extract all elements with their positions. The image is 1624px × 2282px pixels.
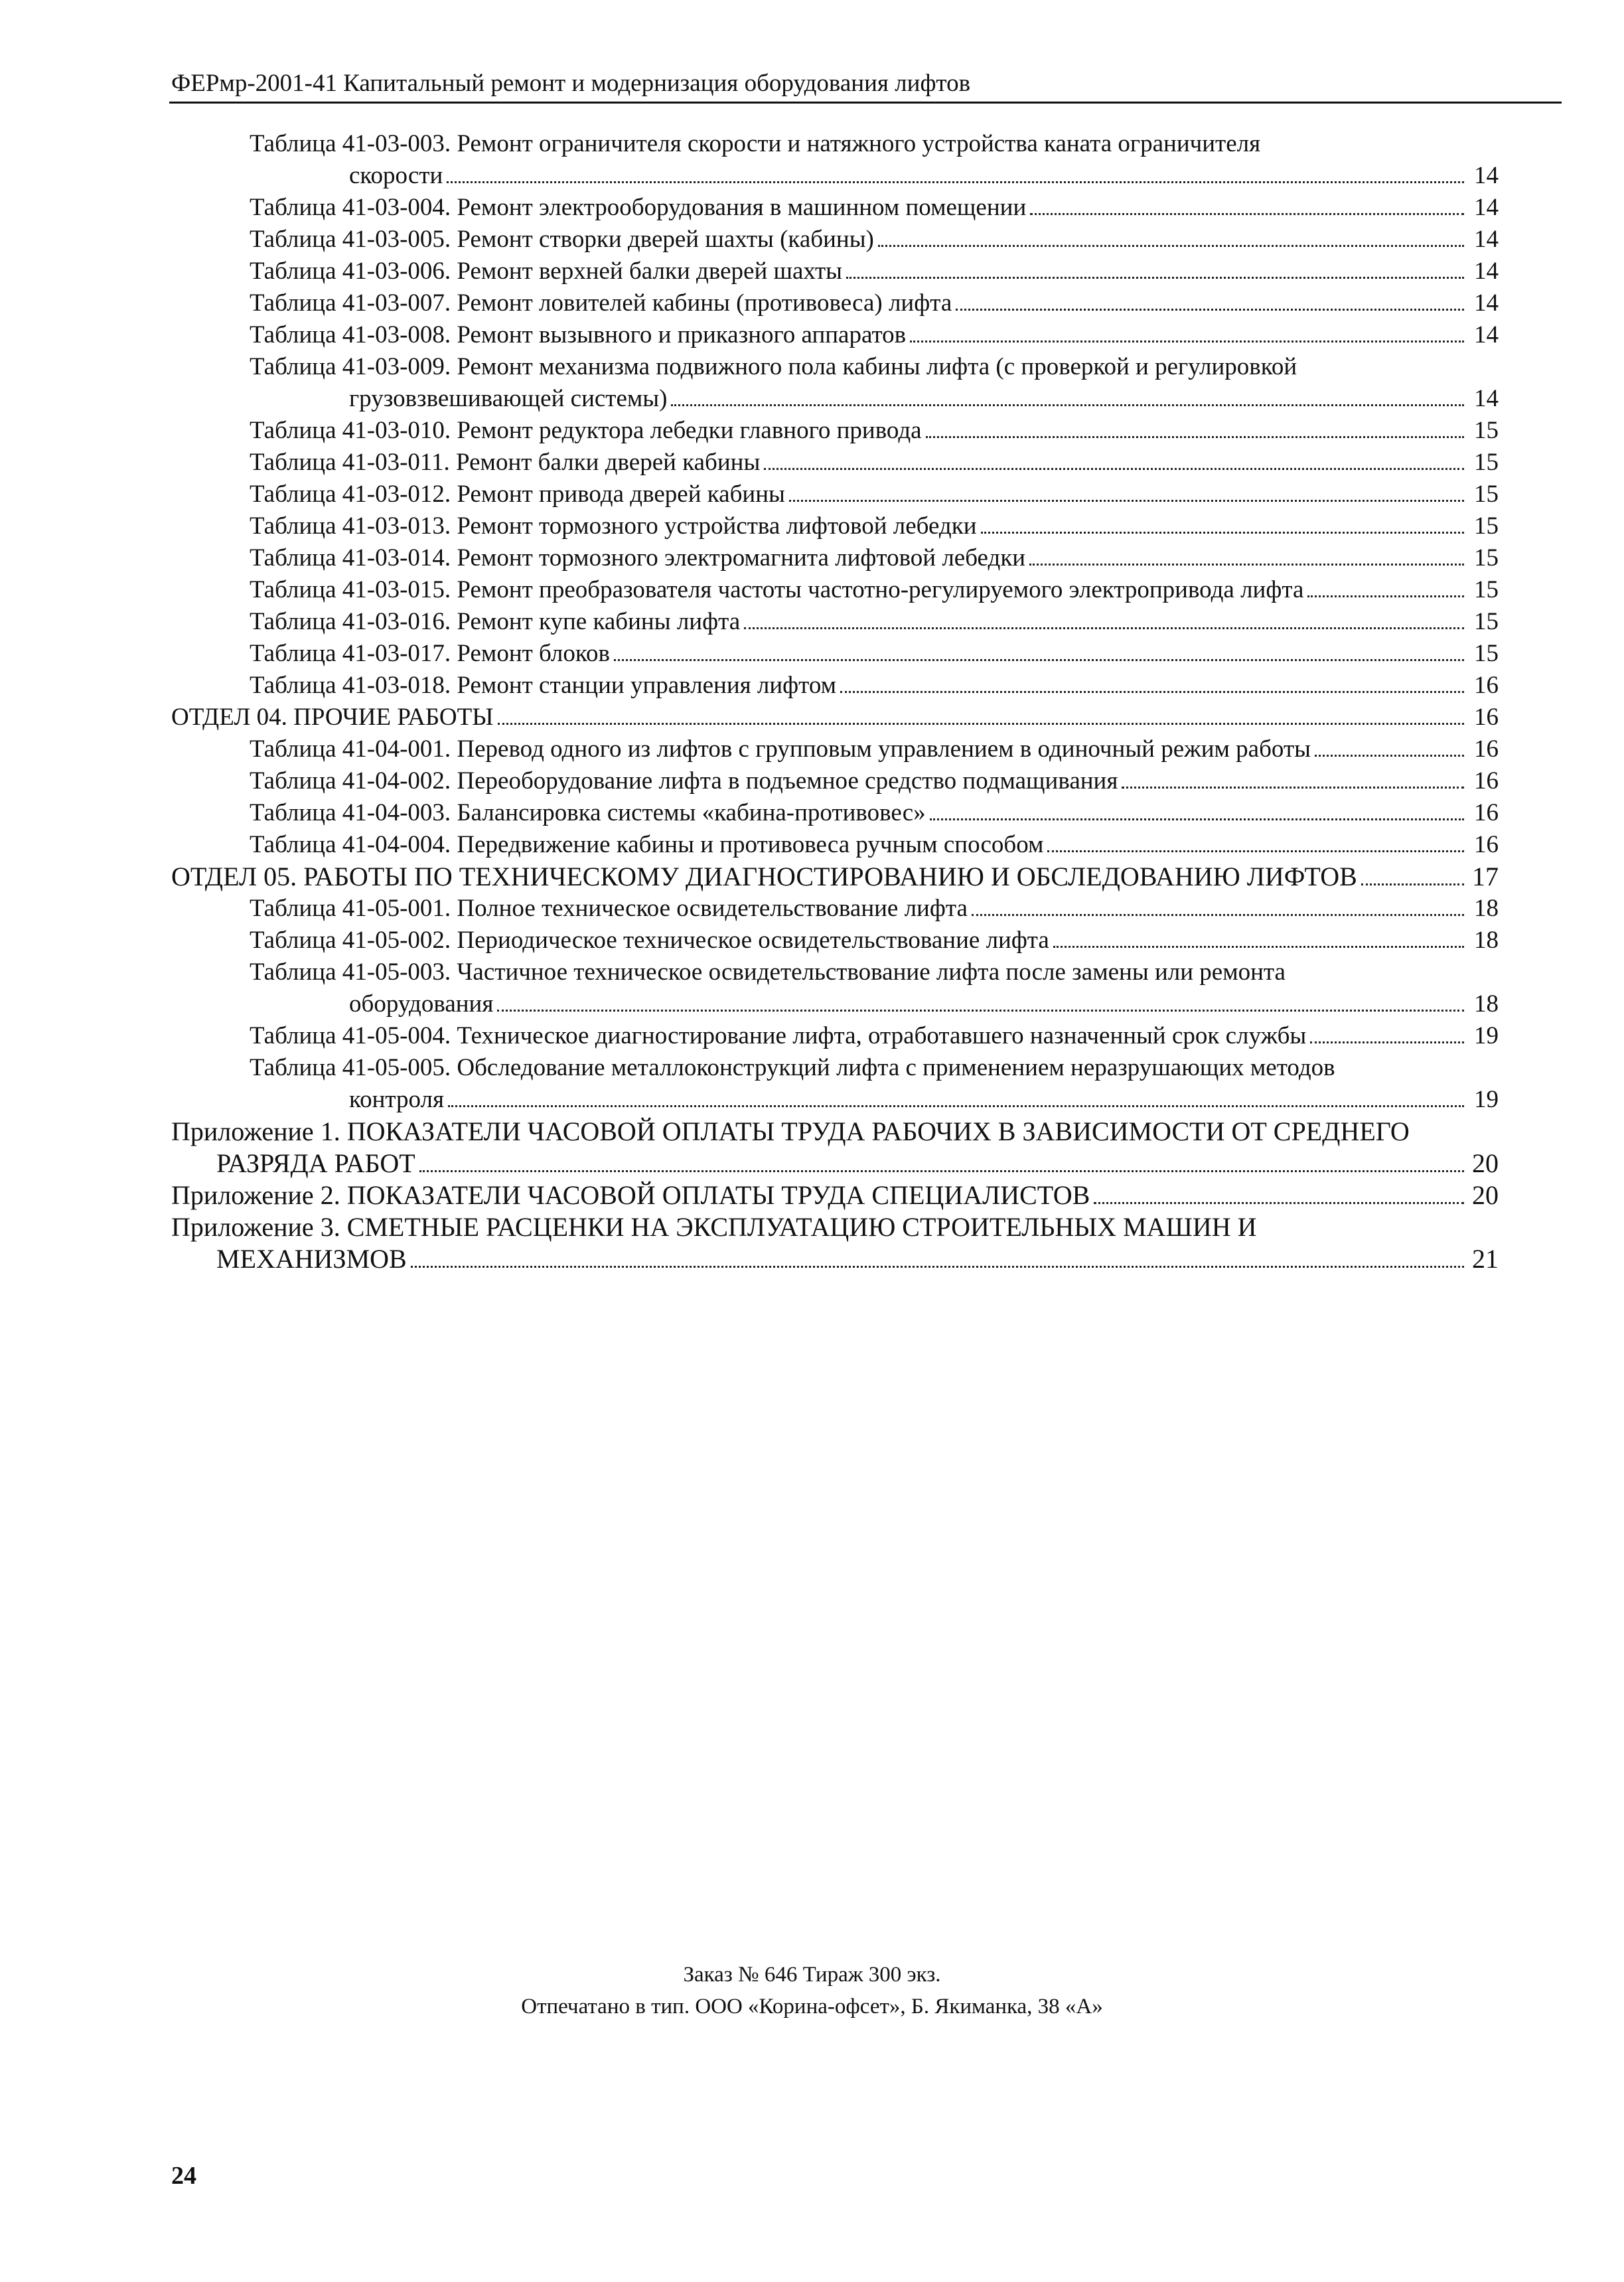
toc-entry [171, 1052, 1499, 1084]
toc-entry [171, 1179, 1499, 1211]
toc-entry-title: РАЗРЯДА РАБОТ [216, 1148, 415, 1178]
table-of-contents [171, 128, 1499, 1275]
toc-entry [171, 829, 1499, 861]
toc-dot-leader [448, 1105, 1464, 1107]
toc-entry [171, 893, 1499, 925]
toc-entry-page: 14 [1474, 258, 1499, 285]
toc-entry-page: 14 [1474, 194, 1499, 221]
toc-entry-title: Таблица 41-03-013. Ремонт тормозного устройства лифтовой лебедки [250, 512, 977, 540]
toc-entry-page: 16 [1474, 735, 1499, 763]
toc-entry-page: 18 [1474, 990, 1499, 1018]
toc-dot-leader [1122, 787, 1464, 789]
toc-entry-page: 21 [1472, 1244, 1499, 1274]
toc-entry-page: 14 [1474, 226, 1499, 253]
toc-dot-leader [1029, 564, 1464, 566]
printer-imprint: Отпечатано в тип. ООО «Корина-офсет», Б. Якиманка, 38 «А» [521, 1995, 1103, 2018]
toc-entry-continuation [171, 988, 1499, 1020]
toc-entry-page: 17 [1472, 862, 1499, 891]
toc-entry-title: Таблица 41-03-006. Ремонт верхней балки дверей шахты [250, 258, 843, 285]
page-number: 24 [171, 2162, 196, 2190]
toc-entry-page: 15 [1474, 640, 1499, 667]
toc-entry-title: Таблица 41-03-007. Ремонт ловителей кабины (противовеса) лифта [250, 289, 952, 317]
toc-entry-title: скорости [349, 162, 443, 189]
toc-entry-title: Таблица 41-04-003. Балансировка системы «кабина-противовес» [250, 799, 926, 826]
toc-entry [171, 415, 1499, 447]
toc-dot-leader [930, 818, 1464, 820]
toc-dot-leader [419, 1170, 1464, 1172]
toc-entry [171, 638, 1499, 670]
toc-entry-page: 20 [1472, 1180, 1499, 1210]
toc-dot-leader [981, 532, 1464, 534]
toc-dot-leader [447, 181, 1464, 183]
toc-entry-page: 14 [1474, 162, 1499, 189]
toc-entry-continuation [171, 160, 1499, 192]
toc-dot-leader [840, 691, 1464, 693]
toc-entry [171, 542, 1499, 574]
toc-dot-leader [1315, 755, 1464, 757]
toc-entry-title: Таблица 41-03-009. Ремонт механизма подвижного пола кабины лифта (с проверкой и регулировкой [250, 353, 1297, 380]
toc-entry [171, 574, 1499, 606]
toc-entry-title: Таблица 41-05-003. Частичное техническое освидетельствование лифта после замены или ремонта [250, 958, 1286, 986]
toc-entry-page: 15 [1474, 512, 1499, 540]
toc-entry [171, 1211, 1499, 1243]
toc-entry [171, 128, 1499, 160]
toc-dot-leader [878, 245, 1464, 247]
toc-entry-page: 14 [1474, 321, 1499, 348]
toc-entry-title: Таблица 41-03-015. Ремонт преобразователя частоты частотно-регулируемого электропривода лифта [250, 576, 1304, 603]
toc-entry-title: Таблица 41-04-001. Перевод одного из лифтов с групповым управлением в одиночный режим работы [250, 735, 1311, 763]
toc-entry-title: Таблица 41-03-018. Ремонт станции управления лифтом [250, 672, 837, 699]
toc-entry-title: контроля [349, 1086, 445, 1113]
toc-dot-leader [497, 1010, 1464, 1012]
toc-entry-page: 15 [1474, 608, 1499, 635]
toc-entry-continuation [171, 383, 1499, 415]
toc-entry-title: Таблица 41-03-010. Ремонт редуктора лебедки главного привода [250, 417, 922, 444]
toc-entry-page: 16 [1474, 767, 1499, 795]
toc-entry-title: Таблица 41-05-004. Техническое диагностирование лифта, отработавшего назначенный срок службы [250, 1022, 1307, 1049]
toc-dot-leader [614, 659, 1464, 661]
toc-entry [171, 956, 1499, 988]
toc-entry [171, 479, 1499, 510]
toc-dot-leader [1307, 595, 1464, 597]
toc-entry-title: Приложение 1. ПОКАЗАТЕЛИ ЧАСОВОЙ ОПЛАТЫ ТРУДА РАБОЧИХ В ЗАВИСИМОСТИ ОТ СРЕДНЕГО [171, 1116, 1410, 1146]
toc-entry-page: 18 [1474, 927, 1499, 954]
toc-entry-title: Приложение 3. СМЕТНЫЕ РАСЦЕНКИ НА ЭКСПЛУАТАЦИЮ СТРОИТЕЛЬНЫХ МАШИН И [171, 1212, 1257, 1242]
toc-entry [171, 510, 1499, 542]
toc-entry [171, 351, 1499, 383]
toc-entry [171, 1116, 1499, 1148]
toc-entry-continuation [171, 1243, 1499, 1275]
toc-entry-page: 16 [1474, 831, 1499, 858]
toc-dot-leader [498, 723, 1465, 725]
toc-entry-title: Таблица 41-03-003. Ремонт ограничителя скорости и натяжного устройства каната ограничителя [250, 130, 1261, 157]
toc-entry-title: Таблица 41-03-014. Ремонт тормозного электромагнита лифтовой лебедки [250, 544, 1026, 571]
toc-entry [171, 1020, 1499, 1052]
toc-dot-leader [1047, 850, 1464, 852]
header-rule [169, 102, 1562, 104]
toc-dot-leader [846, 277, 1464, 279]
toc-entry-title: Приложение 2. ПОКАЗАТЕЛИ ЧАСОВОЙ ОПЛАТЫ ТРУДА СПЕЦИАЛИСТОВ [171, 1180, 1090, 1210]
toc-entry-title: ОТДЕЛ 05. РАБОТЫ ПО ТЕХНИЧЕСКОМУ ДИАГНОСТИРОВАНИЮ И ОБСЛЕДОВАНИЮ ЛИФТОВ [171, 862, 1357, 891]
toc-entry-page: 19 [1474, 1086, 1499, 1113]
toc-dot-leader [910, 341, 1464, 342]
toc-entry-title: Таблица 41-05-005. Обследование металлоконструкций лифта с применением неразрушающих методов [250, 1054, 1335, 1081]
toc-dot-leader [1030, 213, 1464, 215]
toc-entry-page: 15 [1474, 576, 1499, 603]
toc-dot-leader [744, 627, 1464, 629]
toc-entry-title: Таблица 41-03-017. Ремонт блоков [250, 640, 610, 667]
toc-entry-title: Таблица 41-03-016. Ремонт купе кабины лифта [250, 608, 741, 635]
toc-dot-leader [764, 468, 1464, 470]
toc-entry-page: 15 [1474, 417, 1499, 444]
toc-entry-page: 20 [1472, 1148, 1499, 1178]
toc-dot-leader [972, 914, 1464, 916]
toc-entry-page: 15 [1474, 449, 1499, 476]
toc-entry-title: грузовзвешивающей системы) [349, 385, 668, 412]
toc-entry [171, 733, 1499, 765]
toc-entry-title: Таблица 41-03-012. Ремонт привода дверей кабины [250, 481, 785, 508]
toc-dot-leader [1094, 1202, 1464, 1204]
toc-entry-page: 16 [1474, 704, 1499, 731]
toc-entry [171, 192, 1499, 224]
toc-entry-page: 15 [1474, 544, 1499, 571]
toc-entry-page: 19 [1474, 1022, 1499, 1049]
toc-entry-title: оборудования [349, 990, 494, 1018]
toc-entry [171, 224, 1499, 256]
toc-dot-leader [1053, 946, 1464, 948]
toc-dot-leader [671, 404, 1464, 406]
toc-entry-page: 18 [1474, 895, 1499, 922]
toc-entry [171, 287, 1499, 319]
order-imprint: Заказ № 646 Тираж 300 экз. [683, 1963, 941, 1987]
toc-dot-leader [1361, 883, 1464, 885]
toc-entry-title: Таблица 41-03-005. Ремонт створки дверей шахты (кабины) [250, 226, 874, 253]
toc-entry-title: Таблица 41-03-008. Ремонт вызывного и приказного аппаратов [250, 321, 907, 348]
toc-entry [171, 319, 1499, 351]
toc-entry-title: Таблица 41-04-004. Передвижение кабины и противовеса ручным способом [250, 831, 1044, 858]
toc-dot-leader [956, 309, 1464, 311]
toc-entry [171, 765, 1499, 797]
toc-entry-page: 16 [1474, 672, 1499, 699]
toc-entry-title: Таблица 41-04-002. Переоборудование лифта в подъемное средство подмащивания [250, 767, 1118, 795]
toc-entry-page: 15 [1474, 481, 1499, 508]
toc-dot-leader [789, 500, 1464, 502]
running-header: ФЕРмр-2001-41 Капитальный ремонт и модернизация оборудования лифтов [171, 70, 971, 97]
toc-dot-leader [411, 1266, 1464, 1268]
toc-entry-page: 14 [1474, 385, 1499, 412]
toc-entry-title: Таблица 41-03-011. Ремонт балки дверей кабины [250, 449, 761, 476]
toc-entry [171, 925, 1499, 956]
toc-entry [171, 606, 1499, 638]
toc-entry-title: Таблица 41-05-002. Периодическое техническое освидетельствование лифта [250, 927, 1049, 954]
toc-dot-leader [1310, 1041, 1464, 1043]
toc-entry-title: МЕХАНИЗМОВ [216, 1244, 407, 1274]
toc-entry-continuation [171, 1148, 1499, 1179]
toc-entry-page: 16 [1474, 799, 1499, 826]
toc-entry-continuation [171, 1084, 1499, 1116]
toc-entry [171, 797, 1499, 829]
toc-entry-title: Таблица 41-03-004. Ремонт электрооборудования в машинном помещении [250, 194, 1027, 221]
toc-entry-title: ОТДЕЛ 04. ПРОЧИЕ РАБОТЫ [171, 704, 494, 731]
toc-dot-leader [926, 436, 1464, 438]
toc-entry-title: Таблица 41-05-001. Полное техническое освидетельствование лифта [250, 895, 968, 922]
toc-entry [171, 447, 1499, 479]
toc-entry [171, 861, 1499, 893]
toc-entry-page: 14 [1474, 289, 1499, 317]
toc-entry [171, 702, 1499, 733]
toc-entry [171, 256, 1499, 287]
toc-entry [171, 670, 1499, 702]
